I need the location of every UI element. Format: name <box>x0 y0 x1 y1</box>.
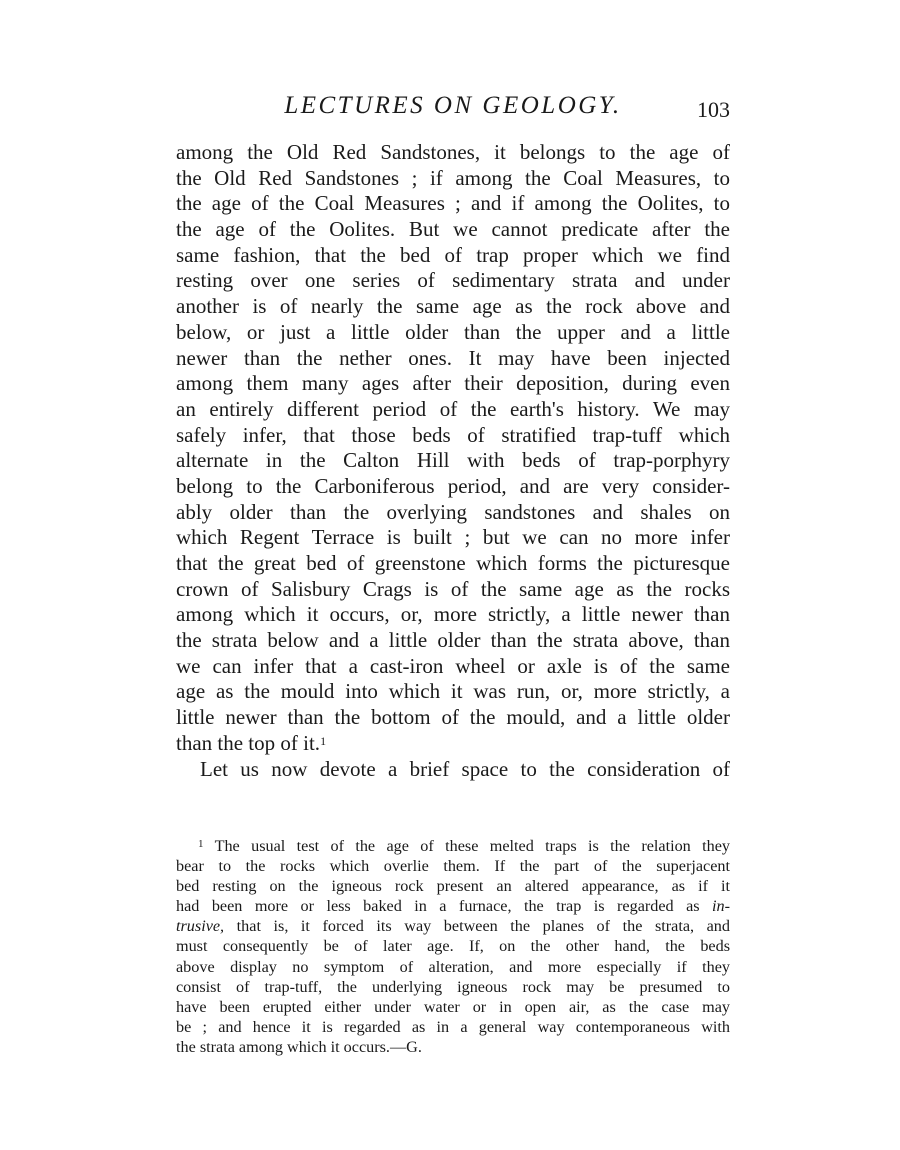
body-line: ably older than the overlying sandstones and shales on <box>176 499 730 524</box>
body-line: another is of nearly the same age as the rock above and <box>176 294 730 319</box>
footnote-line: consist of trap-tuff, the underlying igneous rock may be presumed to <box>176 977 730 996</box>
footnote-line: have been erupted either under water or in open air, as the case may <box>176 997 730 1016</box>
body-text <box>176 140 730 782</box>
body-line: resting over one series of sedimentary strata and under <box>176 268 730 293</box>
body-line: little newer than the bottom of the mould, and a little older <box>176 705 730 730</box>
body-line: newer than the nether ones. It may have been injected <box>176 345 730 370</box>
body-line: the strata below and a little older than the strata above, than <box>176 628 730 653</box>
new-paragraph-line: Let us now devote a brief space to the consideration of <box>200 756 730 781</box>
italic-term: trusive, <box>176 917 225 936</box>
footnote-text: that is, it forced its way between the planes of the strata, and <box>224 917 730 936</box>
body-line: crown of Salisbury Crags is of the same age as the rocks <box>176 576 730 601</box>
footnote-text: The usual test of the age of these melted traps is the relation they <box>214 837 730 855</box>
footnote-line: bear to the rocks which overlie them. If the part of the superjacent <box>176 857 730 876</box>
body-line: the Old Red Sandstones ; if among the Coal Measures, to <box>176 165 730 190</box>
body-line: the age of the Oolites. But we cannot predicate after the <box>176 217 730 242</box>
body-line: the age of the Coal Measures ; and if among the Oolites, to <box>176 191 730 216</box>
body-line: among the Old Red Sandstones, it belongs to the age of <box>176 140 730 164</box>
body-line: we can infer that a cast-iron wheel or axle is of the same <box>176 653 730 678</box>
body-line: age as the mould into which it was run, or, more strictly, a <box>176 679 730 704</box>
body-line: below, or just a little older than the upper and a little <box>176 319 730 344</box>
footnote-line <box>176 836 730 856</box>
body-line: alternate in the Calton Hill with beds of trap-porphyry <box>176 448 730 473</box>
running-head <box>176 88 730 128</box>
body-line: an entirely different period of the earth's history. We may <box>176 396 730 421</box>
running-title: LECTURES ON GEOLOGY. <box>284 92 622 119</box>
footnote-reference[interactable]: 1 <box>320 733 327 748</box>
page-number: 103 <box>697 97 730 122</box>
footnote-line: must consequently be of later age. If, on the other hand, the beds <box>176 937 730 956</box>
footnote-line: the strata among which it occurs.—G. <box>176 1037 422 1056</box>
body-line: same fashion, that the bed of trap proper which we find <box>176 242 730 267</box>
body-line: among them many ages after their deposition, during even <box>176 371 730 396</box>
footnote-number: 1 <box>198 838 204 850</box>
closing-text: than the top of it. <box>176 730 321 755</box>
footnote <box>176 836 730 1057</box>
paragraph-closing-line <box>176 731 730 757</box>
body-line: that the great bed of greenstone which forms the picturesque <box>176 551 730 575</box>
footnote-line: be ; and hence it is regarded as in a general way contemporaneous with <box>176 1017 730 1036</box>
body-line: safely infer, that those beds of stratified trap-tuff which <box>176 422 730 447</box>
italic-term: in- <box>712 897 731 916</box>
body-line: belong to the Carboniferous period, and are very consider- <box>176 473 730 498</box>
footnote-line: bed resting on the igneous rock present an altered appearance, as if it <box>176 877 730 896</box>
body-line: among which it occurs, or, more strictly, a little newer than <box>176 602 730 627</box>
footnote-line <box>176 896 730 916</box>
footnote-text: had been more or less baked in a furnace, the trap is regarded as <box>176 897 700 916</box>
body-line: which Regent Terrace is built ; but we can no more infer <box>176 525 730 550</box>
footnote-line: above display no symptom of alteration, and more especially if they <box>176 957 730 976</box>
footnote-line <box>176 916 730 936</box>
